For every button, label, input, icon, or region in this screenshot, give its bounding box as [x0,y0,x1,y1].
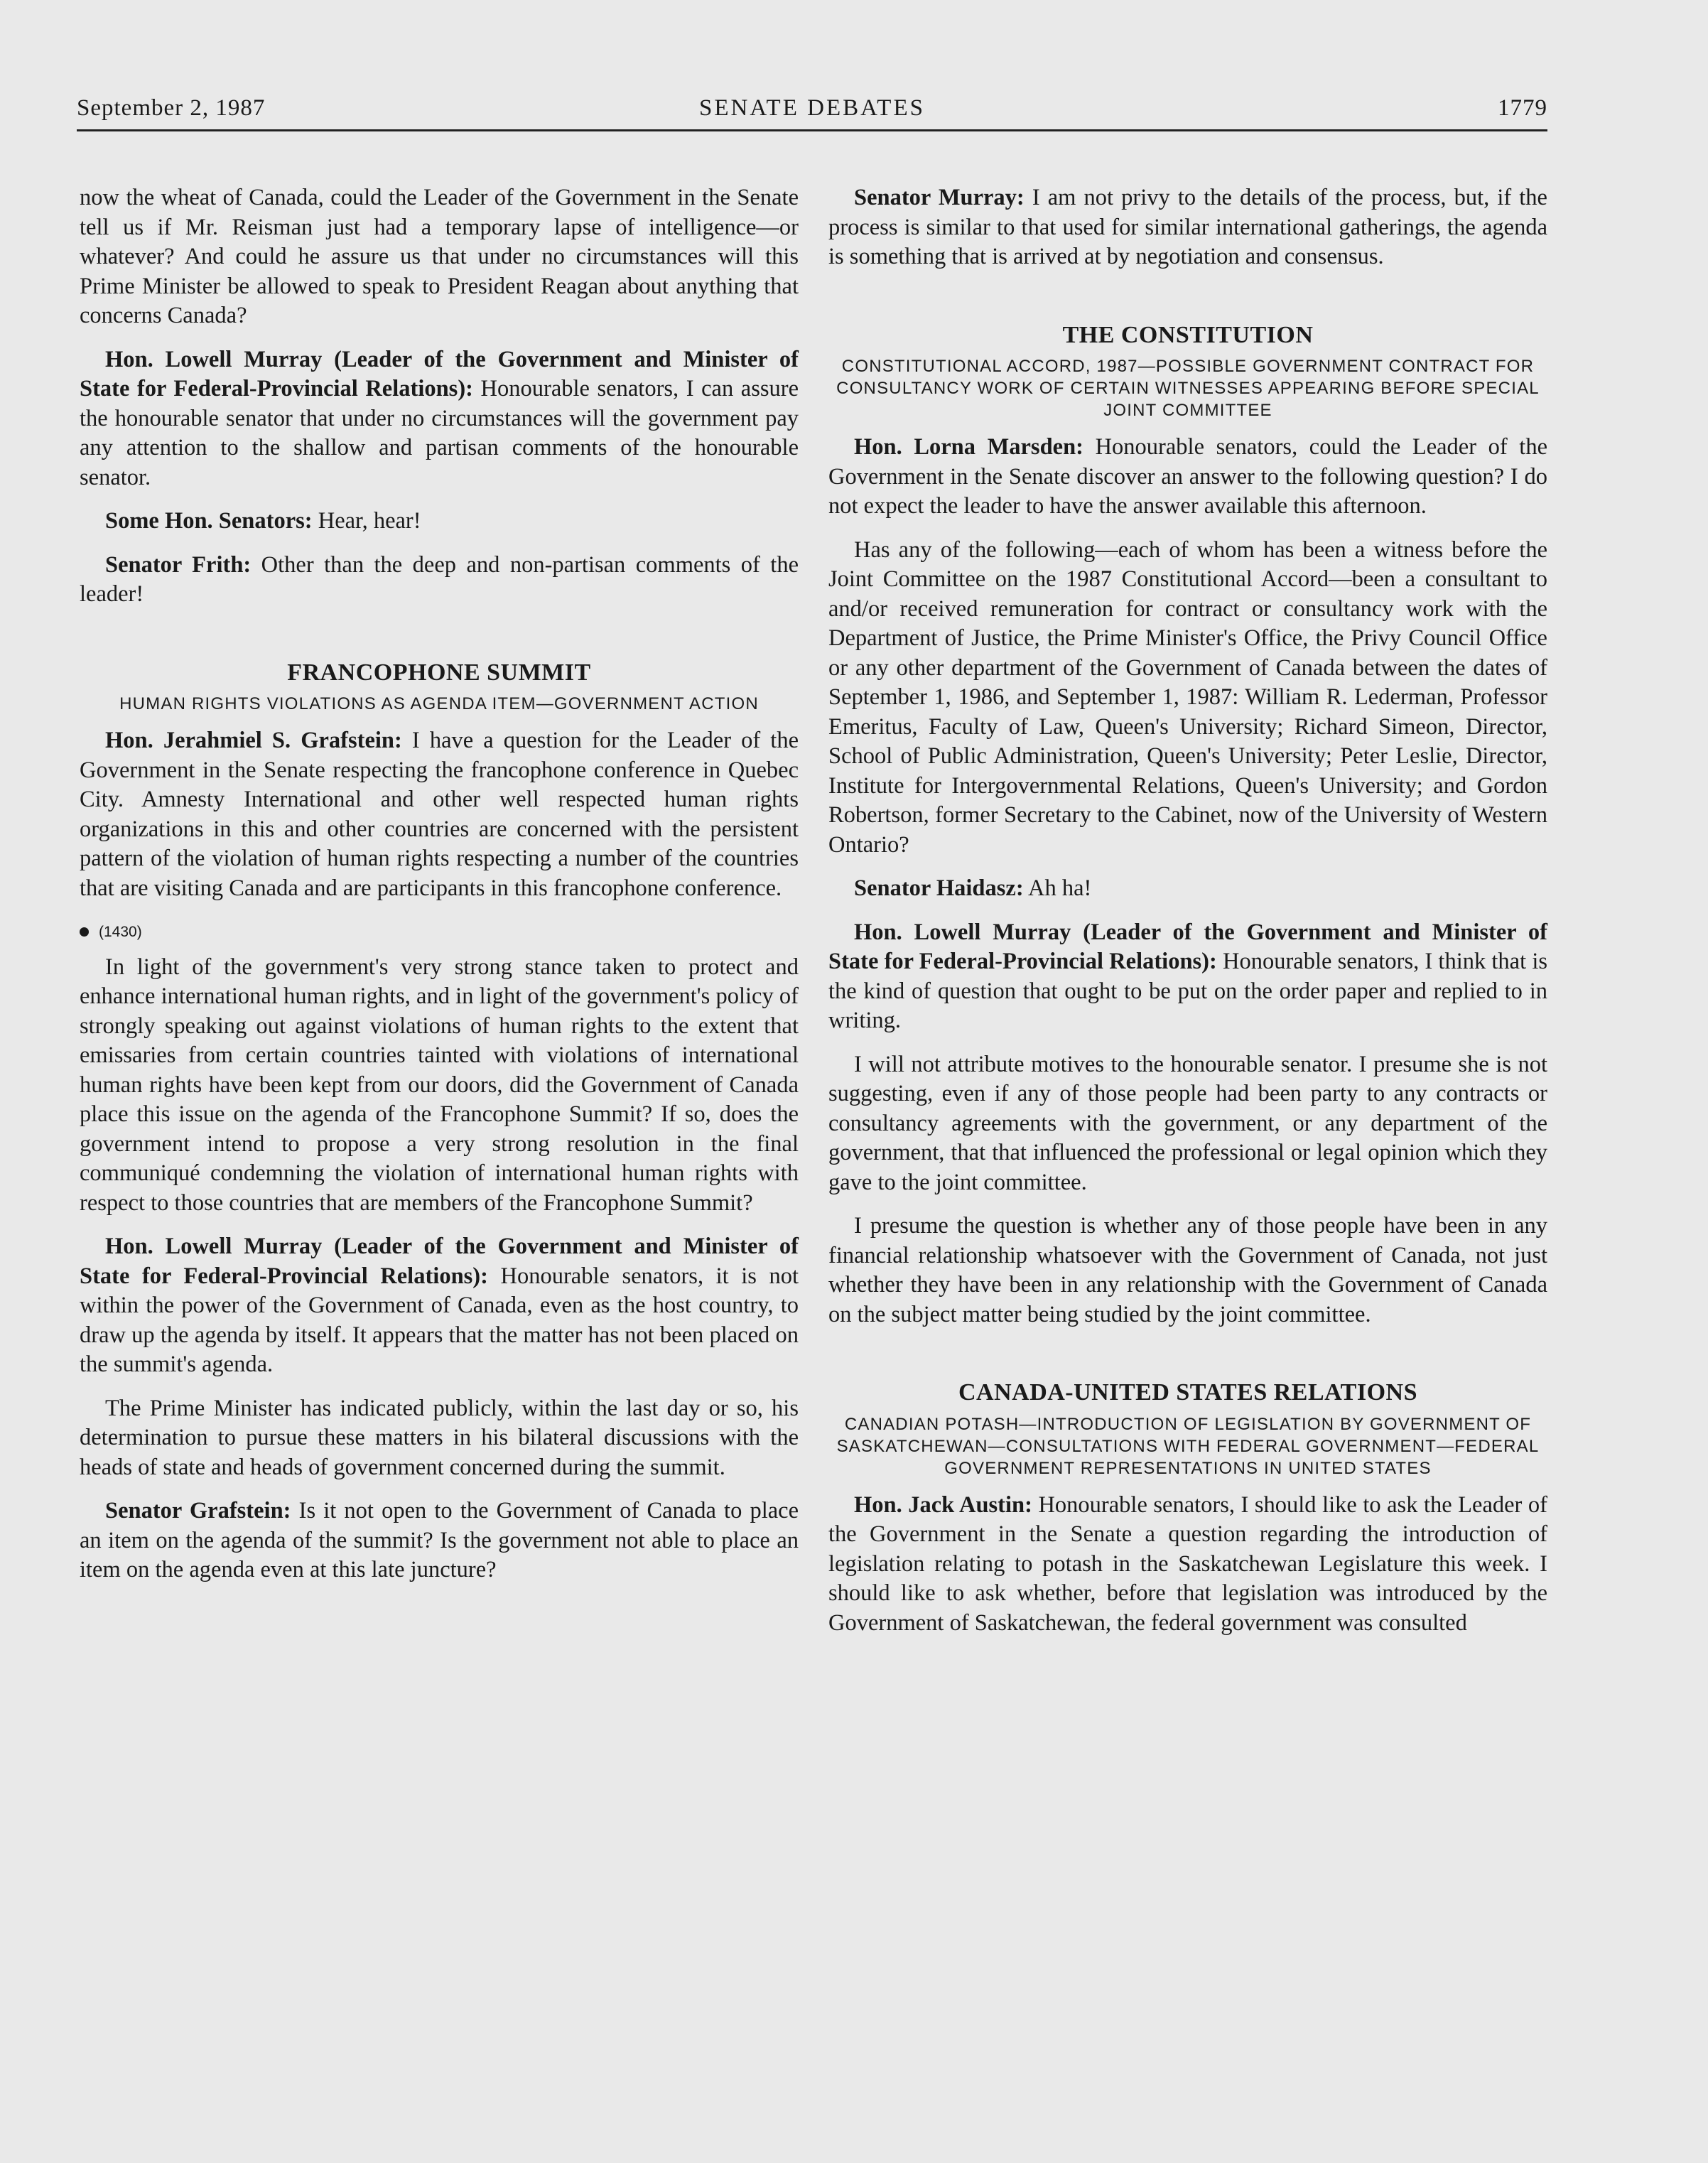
speaker-name: Senator Frith: [105,551,252,578]
section-subtitle: CONSTITUTIONAL ACCORD, 1987—POSSIBLE GOVERNMENT CONTRACT FOR CONSULTANCY WORK OF CERTAIN WITNESSES APPEARING BEFORE SPECIAL JOINT COMMITTEE [836,357,1540,420]
paragraph [80,726,799,903]
speech-text: I have a question for the Leader of the Government in the Senate respecting the francophone conference in Quebec City. Amnesty International and other well respected human rights organizations in this and other countries are concerned with the persistent pattern of the violation of human rights respecting a number of the countries that are visiting Canada and are participants in this francophone conference. [80,728,799,901]
paragraph: now the wheat of Canada, could the Leader of the Government in the Senate tell us if Mr. Reisman just had a temporary lapse of intelligence—or whatever? And could he assure us that under no circumstances will this Prime Minister be allowed to speak to President Reagan about anything that concerns Canada? [80,185,799,328]
page-number: 1779 [1498,95,1547,121]
bullet-icon [80,927,89,937]
speech-text: Ah ha! [1023,875,1092,901]
section-title: FRANCOPHONE SUMMIT [287,659,591,686]
section-title: THE CONSTITUTION [1062,321,1314,348]
paragraph [80,1232,799,1380]
speech-text: Honourable senators, I can assure the honourable senator that under no circumstances will the government pay any attention to the shallow and partisan comments of the honourable senator. [80,376,799,490]
speech-text: Hear, hear! [312,508,421,534]
speaker-name: Some Hon. Senators: [105,508,313,534]
paragraph: The Prime Minister has indicated publicly, within the last day or so, his determination to pursue these matters in his bilateral discussions with the heads of state and heads of government concerned during the summit. [80,1395,799,1480]
speaker-name: Hon. Lorna Marsden: [854,434,1083,460]
speaker-name: Hon. Lowell Murray (Leader of the Government and Minister of State for Federal-Provincial Relations): [80,346,799,401]
speech-text: Honourable senators, it is not within the power of the Government of Canada, even as the host country, to draw up the agenda by itself. It appears that the matter has not been placed on the summit's agenda. [80,1263,799,1377]
time-marker-text: (1430) [99,924,142,940]
header-date: September 2, 1987 [77,95,266,121]
speaker-name: Hon. Lowell Murray (Leader of the Government and Minister of State for Federal-Provincial Relations): [80,1234,799,1289]
paragraph: Has any of the following—each of whom has been a witness before the Joint Committee on the 1987 Constitutional Accord—been a consultant to and/or received remuneration for contract or consultancy work with the Department of Justice, the Prime Minister's Office, the Privy Council Office or any other department of the Government of Canada between the dates of September 1, 1986, and September 1, 1987: William R. Lederman, Professor Emeritus, Faculty of Law, Queen's University; Richard Simeon, Director, School of Public Administration, Queen's University; Peter Leslie, Director, Institute for Intergovernmental Relations, Queen's University; and Gordon Robertson, former Secretary to the Cabinet, now of the University of Western Ontario? [828,536,1547,858]
paragraph [80,1496,799,1585]
paragraph: In light of the government's very strong stance taken to protect and enhance international human rights, and in light of the government's policy of strongly speaking out against violations of human rights to the extent that emissaries from certain countries tainted with violations of international human rights have been kept from our doors, did the Government of Canada place this issue on the agenda of the Francophone Summit? If so, does the government intend to propose a very strong resolution in the final communiqué condemning the violation of international human rights with respect to those countries that are members of the Francophone Summit? [80,954,799,1216]
speech-text: Honourable senators, could the Leader of the Government in the Senate discover an answer to the following question? I do not expect the leader to have the answer available this afternoon. [828,434,1548,519]
time-marker [80,917,799,947]
running-header [77,92,1547,131]
paragraph [828,433,1547,522]
speaker-name: Senator Murray: [854,185,1025,210]
paragraph [828,183,1547,272]
speaker-name: Hon. Jack Austin: [854,1492,1032,1518]
paragraph [80,551,799,610]
header-publication: SENATE DEBATES [699,95,925,121]
paragraph [828,874,1547,904]
right-column [828,183,1547,1652]
speech-text: Is it not open to the Government of Canada to place an item on the agenda of the summit? Is the government not able to place an item on the agenda even at this late juncture? [80,1498,799,1582]
speaker-name: Hon. Jerahmiel S. Grafstein: [105,728,402,753]
speech-text: Honourable senators, I think that is the kind of question that ought to be put on the order paper and replied to in writing. [828,949,1547,1033]
left-column [80,183,799,1600]
paragraph: I presume the question is whether any of those people have been in any financial relationship whatsoever with the Government of Canada, not just whether they have been in any relationship with the Government of Canada on the subject matter being studied by the joint committee. [828,1213,1547,1327]
speaker-name: Senator Grafstein: [105,1498,291,1523]
paragraph [80,345,799,493]
paragraph [80,507,799,536]
speaker-name: Hon. Lowell Murray (Leader of the Government and Minister of State for Federal-Provincial Relations): [828,919,1547,974]
speech-text: Other than the deep and non-partisan comments of the leader! [80,551,799,607]
paragraph: I will not attribute motives to the honourable senator. I presume she is not suggesting, even if any of those people had been party to any contracts or consultancy agreements with the government, or any department of the government, that that influenced the professional or legal opinion which they gave to the joint committee. [828,1051,1547,1195]
section-subtitle: HUMAN RIGHTS VIOLATIONS AS AGENDA ITEM—GOVERNMENT ACTION [119,694,759,713]
paragraph [828,918,1547,1036]
speech-text: Honourable senators, I should like to ask the Leader of the Government in the Senate a question regarding the introduction of legislation relating to potash in the Saskatchewan Legislature this week. I should like to ask whether, before that legislation was introduced by the Government of Saskatchewan, the federal government was consulted [828,1492,1547,1636]
paragraph [828,1491,1547,1639]
speech-text: I am not privy to the details of the process, but, if the process is similar to that used for similar international gatherings, the agenda is something that is arrived at by negotiation and consensus. [828,185,1547,269]
section-title: CANADA-UNITED STATES RELATIONS [958,1379,1417,1406]
section-subtitle: CANADIAN POTASH—INTRODUCTION OF LEGISLATION BY GOVERNMENT OF SASKATCHEWAN—CONSULTATIONS WITH FEDERAL GOVERNMENT—FEDERAL GOVERNMENT REPRESENTATIONS IN UNITED STATES [836,1414,1540,1478]
speaker-name: Senator Haidasz: [854,875,1024,901]
